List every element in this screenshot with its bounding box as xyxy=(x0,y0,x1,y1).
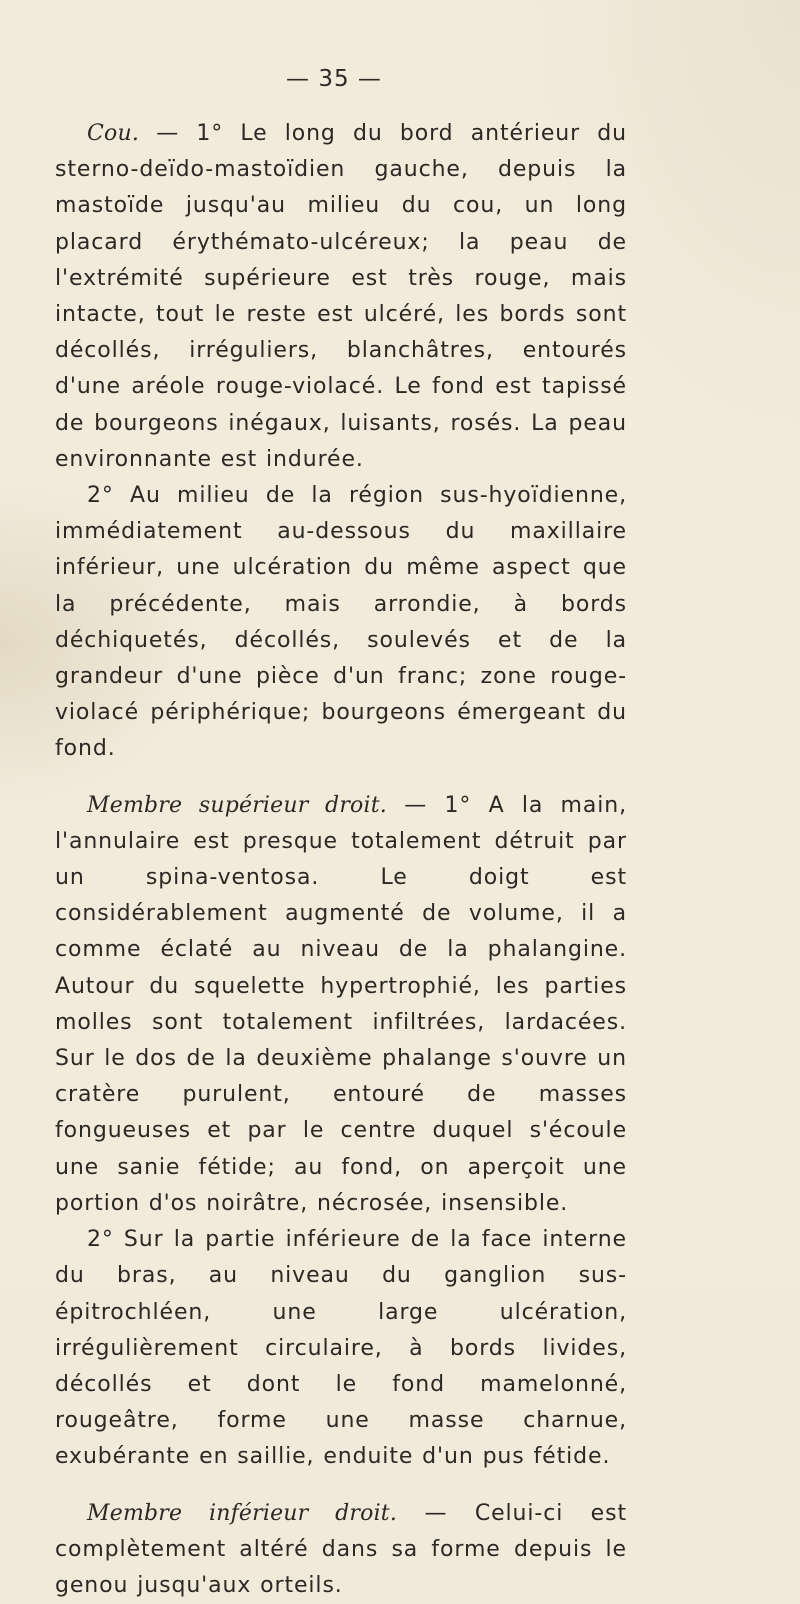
membre-superieur-paragraph-1 xyxy=(55,788,627,1222)
cou-paragraph-1-text: — 1° Le long du bord antérieur du sterno-deïdo-mastoïdien gauche, depuis la mastoïde jusqu'au milieu du cou, un long placard érythémato-ulcéreux; la peau de l'extrémité supérieure est très rouge, mais intacte, tout le reste est ulcéré, les bords sont décollés, irréguliers, blanchâtres, entourés d'une aréole rouge-violacé. Le fond est tapissé de bourgeons inégaux, luisants, rosés. La peau environnante est indurée. xyxy=(55,121,627,472)
section-heading-membre-superieur: Membre supérieur droit. xyxy=(87,792,387,818)
membre-superieur-paragraph-1-text: — 1° A la main, l'annulaire est presque totalement détruit par un spina-ventosa. Le doigt est considérablement augmenté de volume, il a comme éclaté au niveau de la phalangine. Autour du squelette hypertrophié, les parties molles sont totalement infiltrées, lardacées. Sur le dos de la deuxième phalange s'ouvre un cratère purulent, entouré de masses fongueuses et par le centre duquel s'écoule une sanie fétide; au fond, on aperçoit une portion d'os noirâtre, nécrosée, insensible. xyxy=(55,792,627,1216)
membre-inferieur-paragraph-1 xyxy=(55,1496,627,1604)
section-heading-cou: Cou. xyxy=(87,121,140,146)
section-heading-membre-inferieur: Membre inférieur droit. xyxy=(87,1500,398,1526)
section-spacer xyxy=(55,768,627,788)
cou-paragraph-2: 2° Au milieu de la région sus-hyoïdienne, immédiatement au-dessous du maxillaire inférieur, une ulcération du même aspect que la précédente, mais arrondie, à bords déchiquetés, décollés, soulevés et de la grandeur d'une pièce d'un franc; zone rouge-violacé périphérique; bourgeons émergeant du fond. xyxy=(55,483,627,762)
membre-superieur-paragraph-2: 2° Sur la partie inférieure de la face interne du bras, au niveau du ganglion sus-épitrochléen, une large ulcération, irrégulièrement circulaire, à bords livides, décollés et dont le fond mamelonné, rougeâtre, forme une masse charnue, exubérante en saillie, enduite d'un pus fétide. xyxy=(55,1227,627,1470)
membre-inferieur-paragraph-1-text: — Celui-ci est complètement altéré dans sa forme depuis le genou jusqu'aux orteils. xyxy=(55,1500,627,1598)
cou-paragraph-1 xyxy=(55,116,627,478)
page-number: — 35 — xyxy=(286,66,382,92)
page-body xyxy=(55,116,627,1604)
section-spacer xyxy=(55,1476,627,1496)
